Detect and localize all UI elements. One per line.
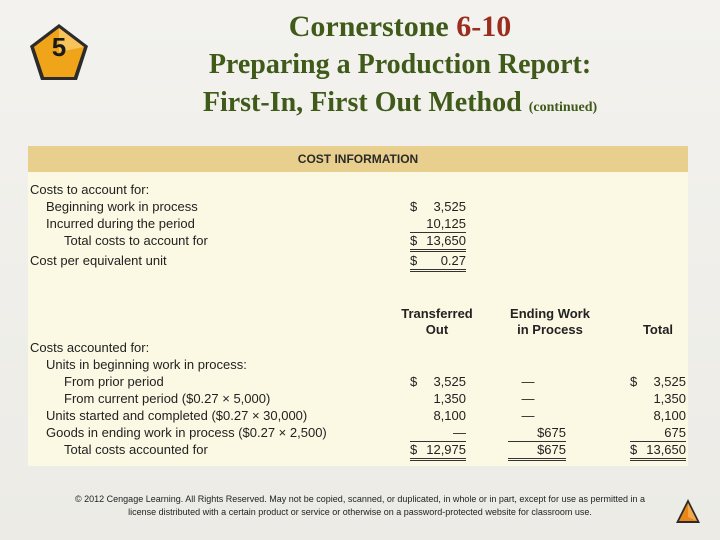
row-value: 13,650 [410,232,466,252]
row-label: Goods in ending work in process ($0.27 × 2,500) [46,425,327,440]
transferred-value: — [410,424,466,442]
row-value: 10,125 [410,215,466,233]
row-label: Cost per equivalent unit [30,253,167,268]
total-value: 8,100 [653,408,686,423]
slide-title [150,8,650,127]
costs-accounted-heading: Costs accounted for: [30,340,150,355]
dollar-sign: $ [410,233,418,248]
copyright-line-1: © 2012 Cengage Learning. All Rights Reserved. May not be copied, scanned, or duplicated, in whole or in part, except for use as permitted in a [75,494,645,504]
table-header: COST INFORMATION [28,146,688,172]
copyright-footer [40,493,680,519]
costs-accounted-subheading: Units in beginning work in process: [46,357,247,372]
row-label: Units started and completed ($0.27 × 30,000) [46,408,308,423]
table-row [28,390,688,407]
table-row [28,407,688,424]
cost-information-table [28,146,688,466]
total-value: 675 [630,424,686,442]
dollar-sign: $ [410,199,418,214]
row-label: From current period ($0.27 × 5,000) [64,391,271,406]
dollar-sign: $ [630,442,638,457]
dollar-sign: $ [410,253,418,268]
total-value: 1,350 [653,391,686,406]
ending-value: — [521,408,535,423]
column-header-transferred-out [394,306,480,338]
dollar-sign: $ [410,374,418,389]
row-value: 0.27 [410,252,466,272]
row-label: Beginning work in process [46,199,198,214]
column-header-ending-wip [500,306,600,338]
cornerstone-badge [28,22,90,84]
title-line-2: Preparing a Production Report: [208,49,592,80]
ending-value: $675 [508,441,566,461]
ending-value: $675 [508,424,566,442]
table-row [28,441,688,458]
title-line-3 [150,84,650,127]
title-cornerstone-number: 6-10 [456,10,512,43]
table-row [28,424,688,441]
row-label: Total costs to account for [64,233,208,248]
dollar-sign: $ [410,442,418,457]
title-cornerstone: Cornerstone [288,10,449,43]
next-slide-arrow-icon[interactable] [674,497,702,525]
title-continued: (continued) [528,100,598,115]
transferred-value: 3,525 [433,374,466,389]
column-header-line: Out [425,322,449,337]
total-value: 13,650 [630,441,686,461]
costs-accounted-subheading-row [28,356,688,373]
column-header-line: Ending Work [510,306,590,321]
row-label: From prior period [64,374,164,389]
transferred-value: 12,975 [410,441,466,461]
table-row [28,198,688,215]
column-header-line: Transferred [401,306,473,321]
table-row [28,232,688,249]
ending-value: — [521,391,535,406]
transferred-value: 8,100 [433,408,466,423]
table-row [28,252,688,269]
column-header-total: Total [642,322,674,337]
costs-to-account-heading: Costs to account for: [30,182,150,197]
row-label: Total costs accounted for [64,442,208,457]
title-method: First-In, First Out Method [202,87,522,118]
costs-to-account-heading-row [28,181,688,198]
column-header-line: in Process [517,322,583,337]
total-value: 3,525 [653,374,686,389]
dollar-sign: $ [630,374,638,389]
transferred-value: 1,350 [433,391,466,406]
ending-value: — [521,374,535,389]
row-label: Incurred during the period [46,216,195,231]
title-line-1 [150,8,650,46]
table-row [28,373,688,390]
copyright-line-2: license distributed with a certain product or service or otherwise on a password-protected website for classroom use. [128,507,592,517]
table-row [28,215,688,232]
row-value: 3,525 [433,199,466,214]
costs-accounted-heading-row [28,339,688,356]
badge-number: 5 [51,32,67,62]
